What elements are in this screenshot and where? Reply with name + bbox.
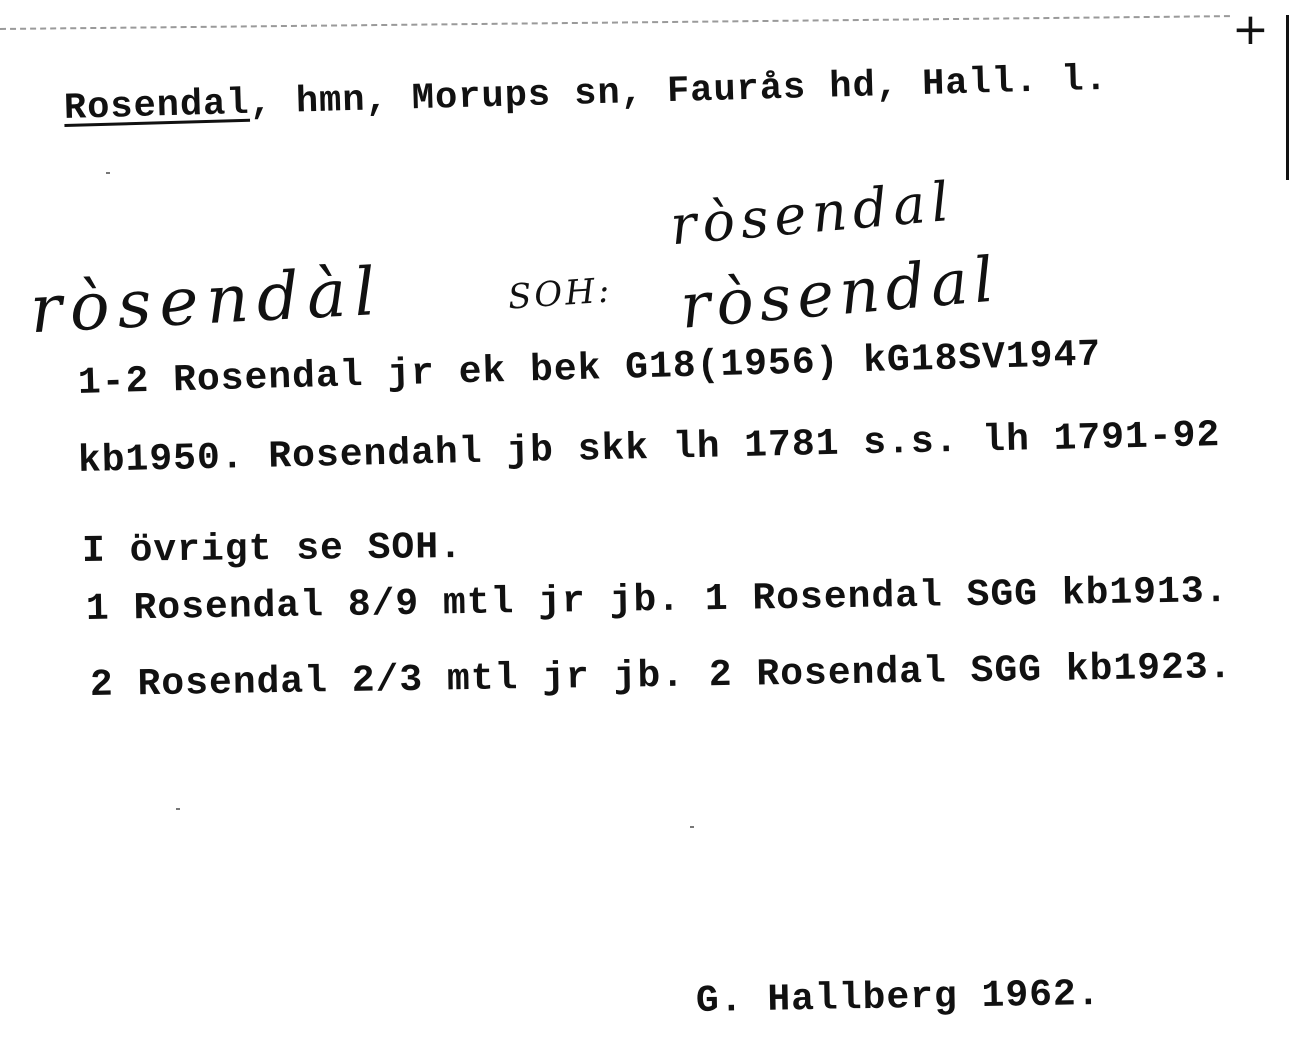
body-line-5: 2 Rosendal 2/3 mtl jr jb. 2 Rosendal SGG kb1923. — [89, 646, 1233, 707]
handwritten-pronunciation-main: ròsendàl — [28, 252, 386, 349]
card-right-edge — [1286, 15, 1289, 180]
body-line-2: kb1950. Rosendahl jb skk lh 1781 s.s. lh 1791-92 — [77, 414, 1221, 483]
heading-details: , hmn, Morups sn, Faurås hd, Hall. l. — [248, 58, 1109, 125]
card-signature: G. Hallberg 1962. — [695, 972, 1101, 1023]
scan-speck — [176, 808, 180, 810]
corner-plus-mark: + — [1232, 4, 1269, 55]
card-top-edge — [0, 15, 1230, 30]
body-line-3: I övrigt se SOH. — [81, 526, 464, 573]
scan-speck — [690, 826, 694, 828]
handwritten-soh-label: SOH: — [506, 270, 614, 318]
card-heading — [63, 59, 1108, 130]
body-line-1: 1-2 Rosendal jr ek bek G18(1956) kG18SV1947 — [77, 333, 1102, 405]
body-line-4: 1 Rosendal 8/9 mtl jr jb. 1 Rosendal SGG kb1913. — [85, 570, 1229, 631]
handwritten-pronunciation-soh: ròsendal — [677, 242, 1003, 343]
handwritten-pronunciation-top: ròsendal — [667, 169, 958, 258]
heading-place-name: Rosendal — [63, 82, 251, 130]
scan-speck — [106, 172, 110, 174]
